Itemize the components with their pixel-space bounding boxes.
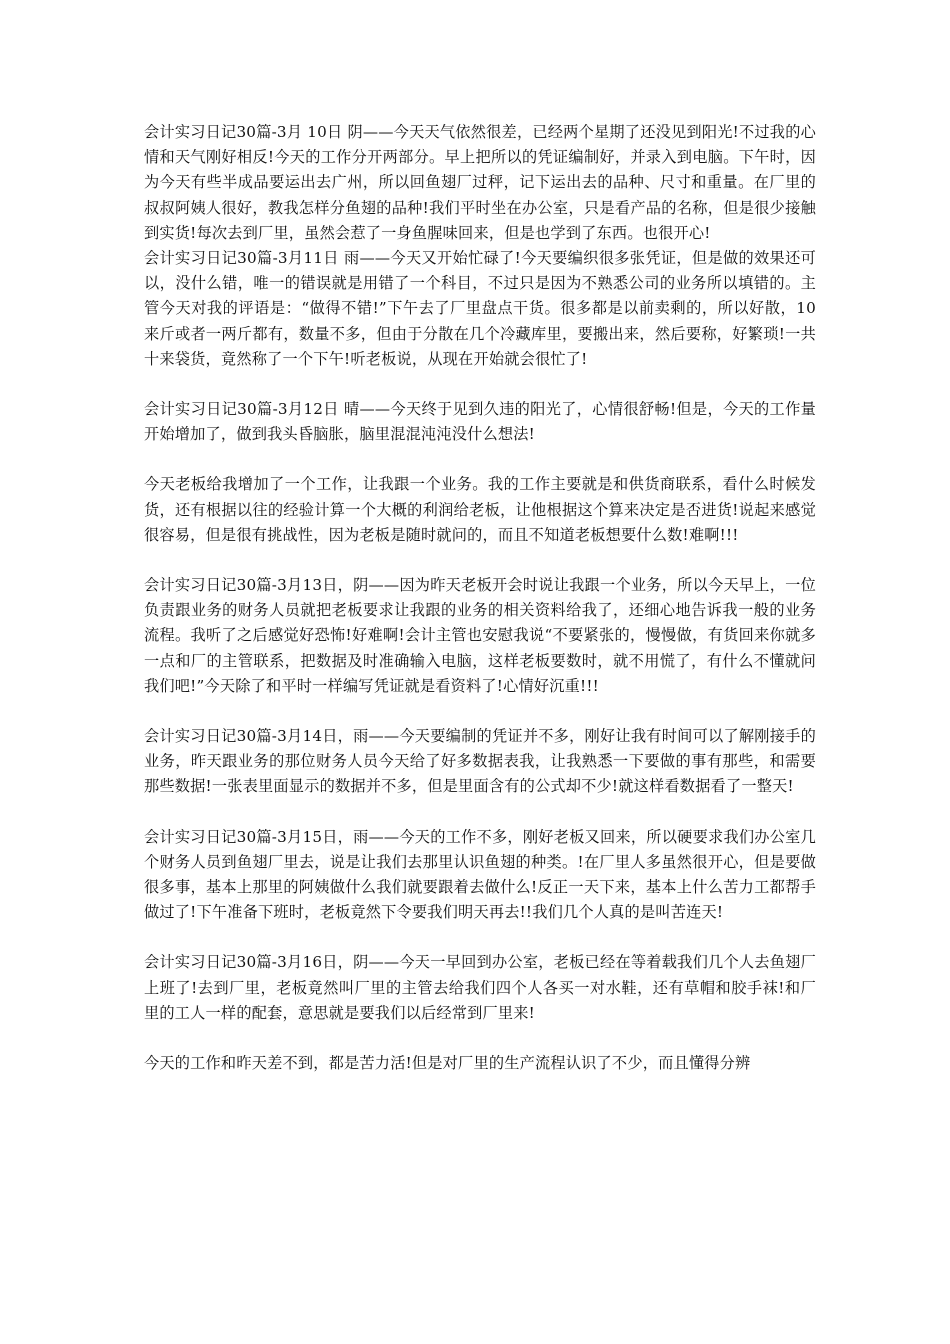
diary-entry-march-16: 会计实习日记30篇-3月16日，阴——今天一早回到办公室，老板已经在等着载我们几个人去鱼翅厂上班了!去到厂里，老板竟然叫厂里的主管去给我们四个人各买一对水鞋，还有草帽和胶手袜!和厂里的工人一样的配套，意思就是要我们以后经常到厂里来! <box>144 953 816 1022</box>
diary-entry-march-16-continued: 今天的工作和昨天差不到，都是苦力活!但是对厂里的生产流程认识了不少，而且懂得分辨 <box>144 1054 751 1073</box>
diary-entry-march-10: 会计实习日记30篇-3月 10日 阴——今天天气依然很差，已经两个星期了还没见到阳光!不过我的心情和天气刚好相反!今天的工作分开两部分。早上把所以的凭证编制好，并录入到电脑。下午时，因为今天有些半成品要运出去广州，所以回鱼翅厂过秤，记下运出去的品种、尺寸和重量。在厂里的叔叔阿姨人很好，教我怎样分鱼翅的品种!我们平时坐在办公室，只是看产品的名称，但是很少接触到实货!每次去到厂里，虽然会惹了一身鱼腥味回来，但是也学到了东西。也很开心! <box>144 123 816 242</box>
paragraph-gap <box>144 548 816 573</box>
paragraph-gap <box>144 925 816 950</box>
diary-entry-march-12: 会计实习日记30篇-3月12日 晴——今天终于见到久违的阳光了，心情很舒畅!但是，今天的工作量开始增加了，做到我头昏脑胀，脑里混混沌沌没什么想法! <box>144 400 816 444</box>
diary-entry-march-15: 会计实习日记30篇-3月15日，雨——今天的工作不多，刚好老板又回来，所以硬要求我们办公室几个财务人员到鱼翅厂里去，说是让我们去那里认识鱼翅的种类。!在厂里人多虽然很开心，但是要做很多事，基本上那里的阿姨做什么我们就要跟着去做什么!反正一天下来，基本上什么苦力工都帮手做过了!下午准备下班时，老板竟然下令要我们明天再去!!我们几个人真的是叫苦连天! <box>144 827 816 922</box>
paragraph-gap <box>144 699 816 724</box>
paragraph-gap <box>144 372 816 397</box>
paragraph-gap <box>144 447 816 472</box>
diary-entry-march-13: 会计实习日记30篇-3月13日，阴——因为昨天老板开会时说让我跟一个业务，所以今天早上，一位负责跟业务的财务人员就把老板要求让我跟的业务的相关资料给我了，还细心地告诉我一般的业务流程。我听了之后感觉好恐怖!好难啊!会计主管也安慰我说“不要紧张的，慢慢做，有货回来你就多一点和厂的主管联系，把数据及时准确输入电脑，这样老板要数时，就不用慌了，有什么不懂就问我们吧!”今天除了和平时一样编写凭证就是看资料了!心情好沉重!!! <box>144 576 816 695</box>
paragraph-gap <box>144 800 816 825</box>
diary-entry-march-14: 会计实习日记30篇-3月14日，雨——今天要编制的凭证并不多，刚好让我有时间可以了解刚接手的业务，昨天跟业务的那位财务人员今天给了好多数据表我，让我熟悉一下要做的事有那些，和需要那些数据!一张表里面显示的数据并不多，但是里面含有的公式却不少!就这样看数据看了一整天! <box>144 727 816 796</box>
paragraph-gap <box>144 1026 816 1051</box>
diary-entry-march-11: 会计实习日记30篇-3月11日 雨——今天又开始忙碌了!今天要编织很多张凭证，但是做的效果还可以，没什么错，唯一的错误就是用错了一个科目，不过只是因为不熟悉公司的业务所以填错的。主管今天对我的评语是：“做得不错!”下午去了厂里盘点干货。很多都是以前卖剩的，所以好散，10来斤或者一两斤都有，数量不多，但由于分散在几个冷藏库里，要搬出来，然后要称，好繁琐!一共十来袋货，竟然称了一个下午!听老板说，从现在开始就会很忙了! <box>144 249 816 368</box>
diary-entry-march-12-continued: 今天老板给我增加了一个工作，让我跟一个业务。我的工作主要就是和供货商联系，看什么时候发货，还有根据以往的经验计算一个大概的利润给老板，让他根据这个算来决定是否进货!说起来感觉很容易，但是很有挑战性，因为老板是随时就问的，而且不知道老板想要什么数!难啊!!! <box>144 475 816 544</box>
document-page <box>144 120 816 1076</box>
